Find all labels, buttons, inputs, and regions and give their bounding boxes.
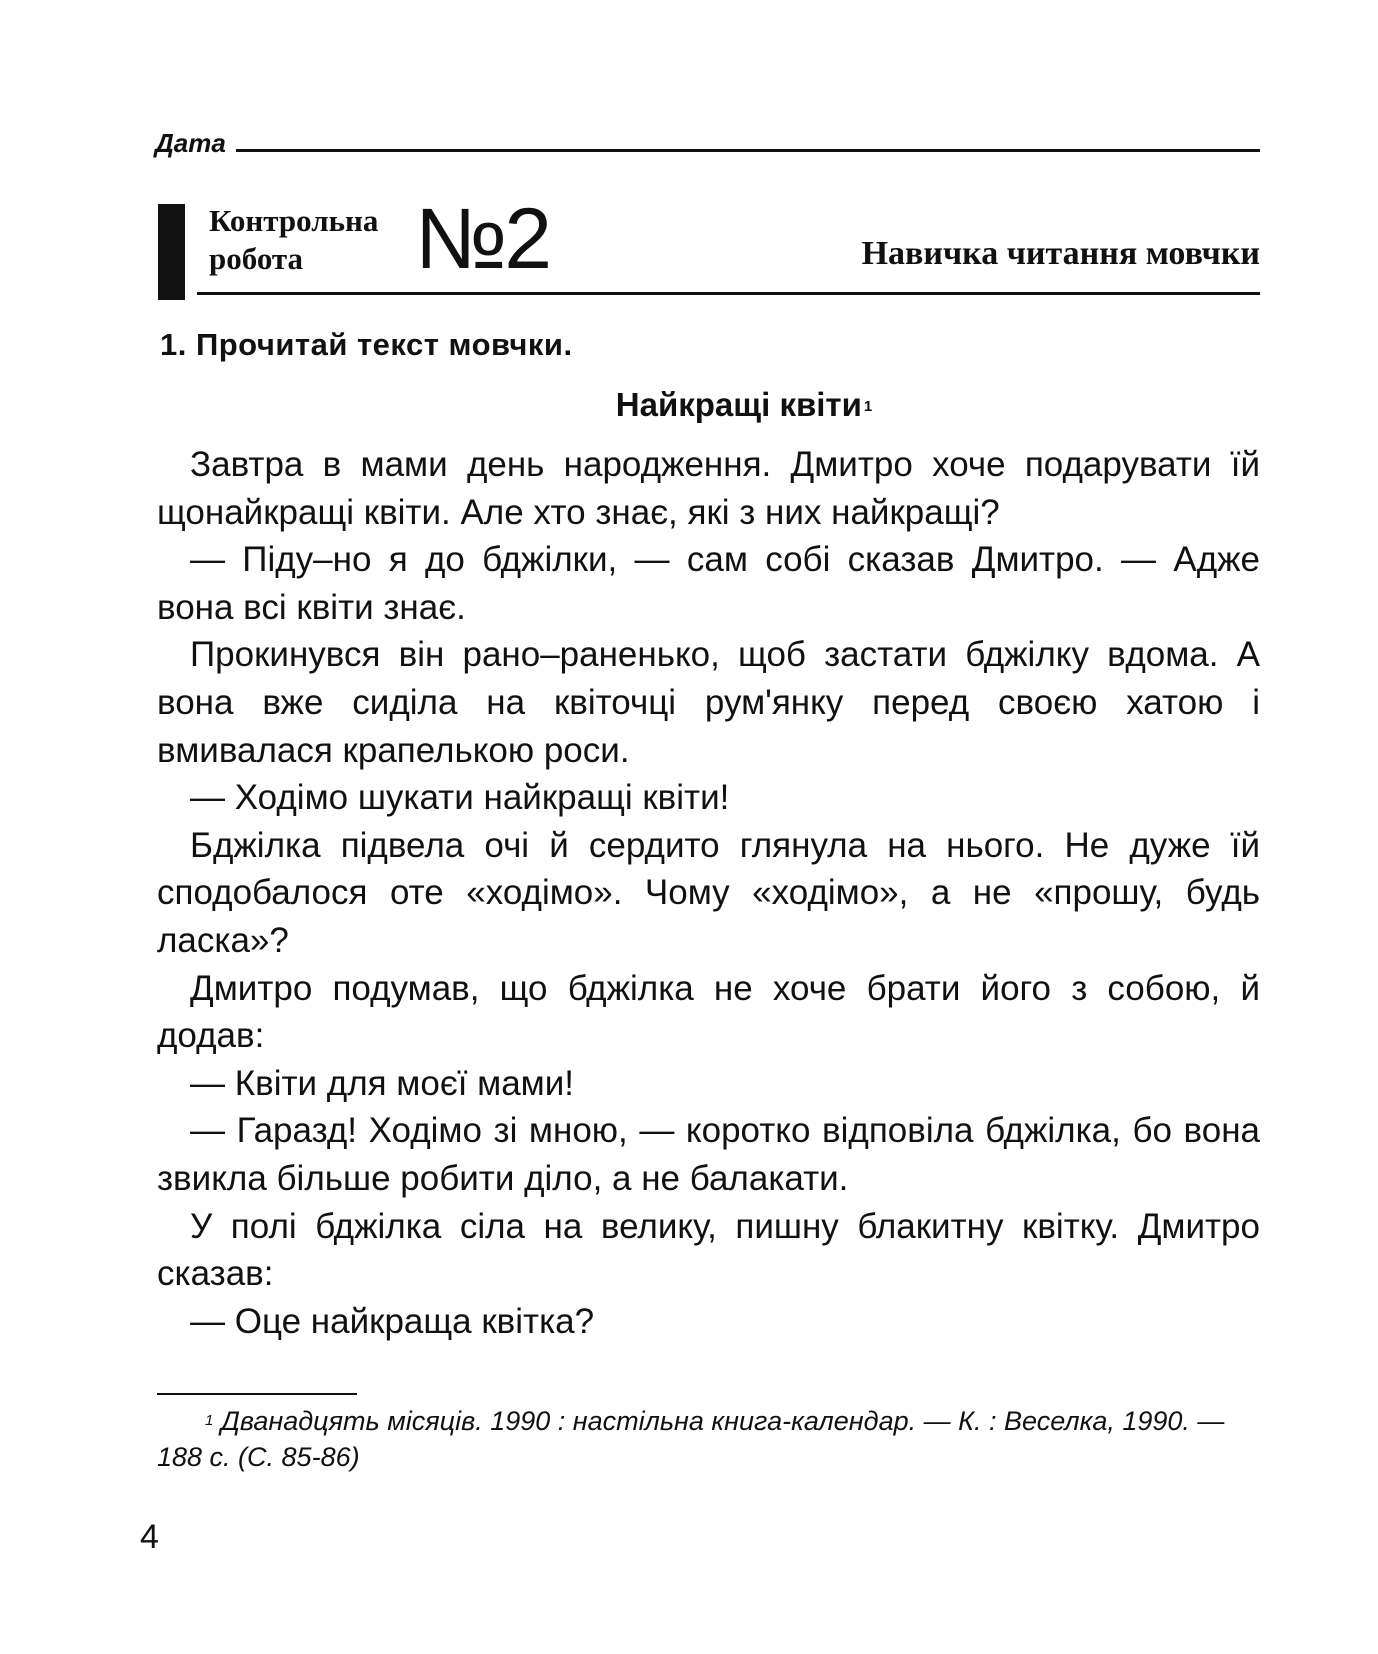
task-instruction: 1. Прочитай текст мовчки. xyxy=(160,327,573,362)
story-paragraph: — Гаразд! Ходімо зі мною, — коротко відповіла бджілка, бо вона звикла більше робити діло, а не балакати. xyxy=(157,1111,1260,1198)
header-rule xyxy=(197,292,1260,295)
story-paragraph: — Піду–но я до бджілки, — сам собі сказав Дмитро. — Адже вона всі квіти знає. xyxy=(157,540,1260,627)
date-label: Дата xyxy=(155,128,226,158)
story-title-footnote-mark: 1 xyxy=(863,398,873,415)
story-paragraph: — Квіти для моєї мами! xyxy=(190,1063,575,1103)
header-type-line1: Контрольна xyxy=(209,203,379,238)
story-paragraph: Прокинувся він рано–раненько, щоб застати бджілку вдома. А вона вже сиділа на квіточці рум'янку перед своєю хатою і вмивалася крапелькою роси. xyxy=(157,635,1260,770)
footnote-rule xyxy=(157,1393,357,1395)
header-number: №2 xyxy=(415,191,550,287)
story-paragraph: Завтра в мами день народження. Дмитро хоче подарувати їй щонайкращі квіти. Але хто знає, які з них найкращі? xyxy=(157,445,1260,532)
footnote xyxy=(157,1403,1260,1475)
story-title-text: Найкращі квіти xyxy=(615,386,862,423)
story-paragraph: — Ходімо шукати найкращі квіти! xyxy=(190,778,730,818)
footnote-text: Дванадцять місяців. 1990 : настільна книга-календар. — К. : Веселка, 1990. — 188 с. (С. 85-86) xyxy=(157,1406,1225,1472)
date-fill-line[interactable] xyxy=(236,149,1260,152)
story-paragraph: У полі бджілка сіла на велику, пишну блакитну квітку. Дмитро сказав: xyxy=(157,1206,1260,1294)
page-number: 4 xyxy=(140,1518,159,1556)
story-title xyxy=(0,385,1378,425)
header-type-line2: робота xyxy=(209,241,304,276)
story-paragraph: — Оце найкраща квітка? xyxy=(190,1301,595,1341)
story-paragraph: Дмитро подумав, що бджілка не хоче брати його з собою, й додав: xyxy=(157,968,1260,1056)
story-paragraph: Бджілка підвела очі й сердито глянула на нього. Не дуже їй сподобалося оте «ходімо». Чому «ходімо», а не «прошу, будь ласка»? xyxy=(157,825,1260,960)
story-body xyxy=(157,441,1260,1345)
date-row xyxy=(155,118,1260,158)
header-type xyxy=(209,202,378,278)
test-header xyxy=(155,191,1260,300)
header-topic: Навичка читання мовчки xyxy=(861,235,1260,272)
header-bar xyxy=(158,204,185,300)
footnote-mark: 1 xyxy=(205,1412,214,1429)
